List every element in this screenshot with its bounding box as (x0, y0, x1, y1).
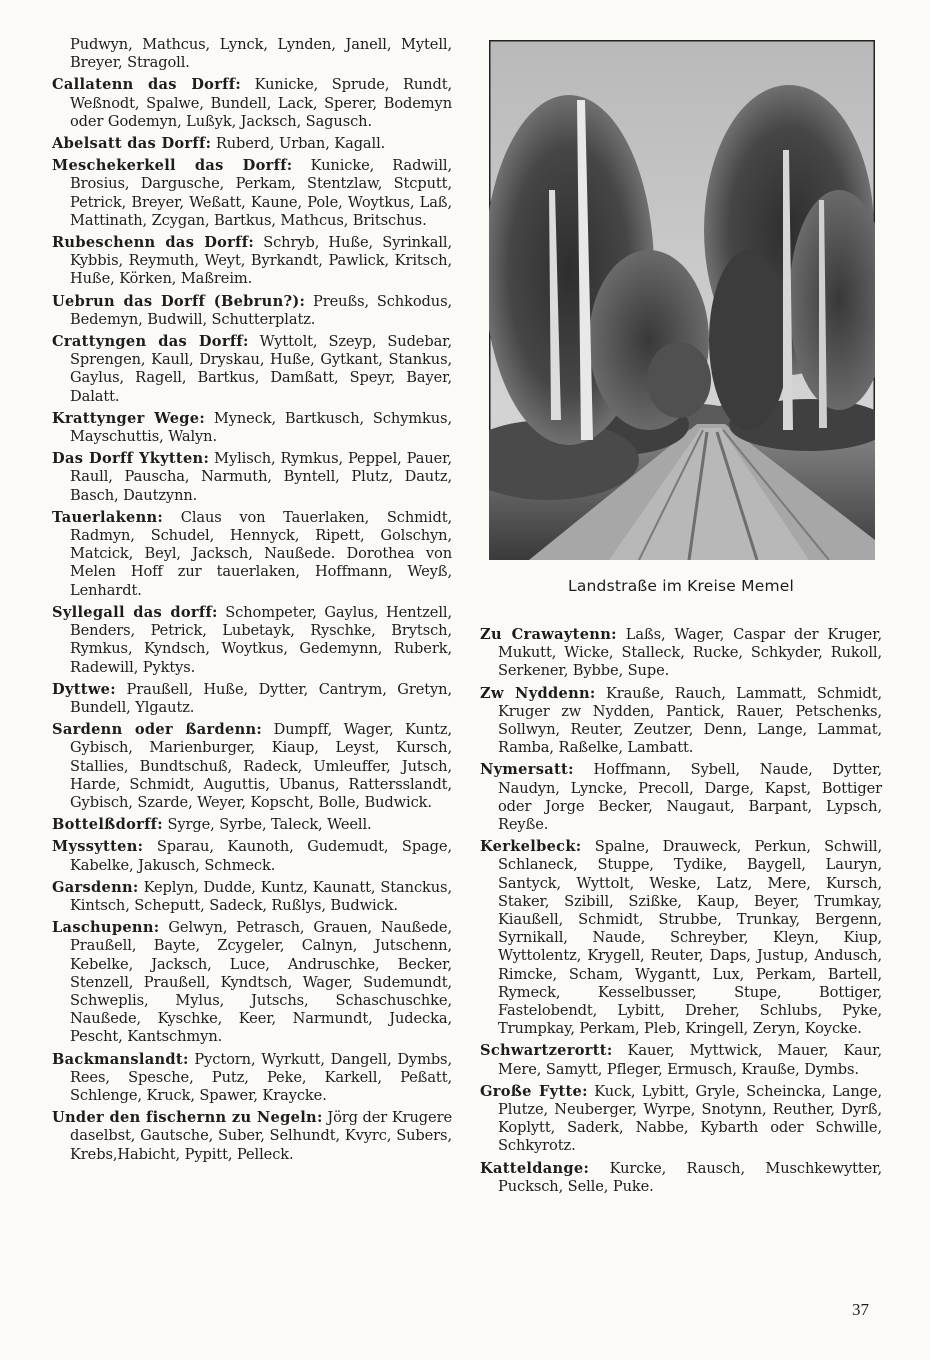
village-entry (52, 234, 452, 289)
village-entry (52, 879, 452, 915)
resident-names: Krauße, Rauch, Lammatt, Schmidt, Kruger zw Nydden, Pantick, Rauer, Petschenks, Sollwyn, Reuter, Zeutzer, Denn, Lange, Lammat, Ramba, Raßelke, Lambatt. (498, 684, 882, 757)
resident-names: Kunicke, Sprude, Rundt, Weßnodt, Spalwe, Bundell, Lack, Sperer, Bodemyn oder Godemyn, Lußyk, Jacksch, Sagusch. (70, 76, 453, 130)
village-name: Das Dorff Ykytten: (52, 450, 210, 468)
continuation-text: Pudwyn, Mathcus, Lynck, Lynden, Janell, Mytell, Breyer, Stragoll. (70, 36, 452, 72)
left-column (52, 36, 452, 1168)
village-name: Meschekerkell das Dorff: (52, 157, 293, 175)
village-entry (480, 761, 882, 834)
resident-names: Ruberd, Urban, Kagall. (215, 135, 386, 153)
resident-names: Syrge, Syrbe, Taleck, Weell. (167, 816, 372, 834)
village-name: Schwartzerortt: (480, 1042, 613, 1060)
resident-names: Hoffmann, Sybell, Naude, Dytter, Naudyn, Lyncke, Precoll, Darge, Kapst, Bottiger oder Jorge Becker, Naugaut, Barpant, Lypsch, Reyße. (498, 761, 882, 834)
village-name: Tauerlakenn: (52, 508, 164, 526)
resident-names: Kurcke, Rausch, Muschkewytter, Pucksch, Selle, Puke. (498, 1159, 882, 1195)
right-column (480, 626, 882, 1200)
village-name: Callatenn das Dorff: (52, 76, 242, 94)
resident-names: Sparau, Kaunoth, Gudemudt, Spage, Kabelke, Jakusch, Schmeck. (70, 838, 452, 874)
village-name: Laschupenn: (52, 919, 160, 937)
resident-names: Mylisch, Rymkus, Peppel, Pauer, Raull, Pauscha, Narmuth, Byntell, Plutz, Dautz, Basch, Dautzynn. (70, 450, 452, 504)
village-name: Bottelßdorff: (52, 816, 163, 834)
village-name: Crattyngen das Dorff: (52, 333, 249, 351)
village-name: Abelsatt das Dorff: (52, 135, 212, 153)
resident-names: Schompeter, Gaylus, Hentzell, Benders, Petrick, Lubetayk, Ryschke, Brytsch, Rymkus, Kyndsch, Woytkus, Gedemynn, Ruberk, Radewill, Pyktys. (70, 603, 452, 676)
village-entry (52, 1051, 452, 1106)
village-name: Rubeschenn das Dorff: (52, 234, 255, 252)
village-name: Große Fytte: (480, 1082, 588, 1100)
village-entry (52, 410, 452, 446)
village-entry (52, 135, 452, 153)
resident-names: Kauer, Myttwick, Mauer, Kaur, Mere, Samytt, Pfleger, Ermusch, Krauße, Dymbs. (498, 1042, 882, 1078)
village-name: Sardenn oder ßardenn: (52, 721, 263, 739)
village-entry (52, 721, 452, 812)
village-entry (480, 1160, 882, 1196)
resident-names: Schryb, Huße, Syrinkall, Kybbis, Reymuth, Weyt, Byrkandt, Pawlick, Kritsch, Huße, Körken, Maßreim. (70, 234, 453, 288)
road-photo (489, 40, 875, 560)
resident-names: Jörg der Krugere daselbst, Gautsche, Suber, Selhundt, Kvyrc, Subers, Krebs,Habicht, Pypitt, Pelleck. (70, 1109, 452, 1163)
village-entry (480, 1083, 882, 1156)
resident-names: Wyttolt, Szeyp, Sudebar, Sprengen, Kaull, Dryskau, Huße, Gytkant, Stankus, Gaylus, Ragell, Bartkus, Damßatt, Speyr, Bayer, Dalatt. (70, 333, 452, 405)
village-entry (52, 919, 452, 1046)
village-name: Under den fischernn zu Negeln: (52, 1109, 323, 1127)
resident-names: Dumpff, Wager, Kuntz, Gybisch, Marienburger, Kiaup, Leyst, Kursch, Stallies, Bundtschuß, Radeck, Umleuffer, Jutsch, Harde, Schmidt, Auguttis, Ubanus, Rattersslandt, Gybisch, Szarde, Weyer, Kopscht, Bolle, Budwick. (70, 721, 453, 811)
resident-names: Pyctorn, Wyrkutt, Dangell, Dymbs, Rees, Spesche, Putz, Peke, Karkell, Peßatt, Schlenge, Kruck, Spawer, Kraycke. (70, 1050, 452, 1104)
page-number: 37 (852, 1300, 869, 1319)
village-entry (52, 1109, 452, 1164)
village-entry (52, 333, 452, 406)
road-photo-image (489, 40, 875, 560)
village-entry (52, 604, 452, 677)
resident-names: Claus von Tauerlaken, Schmidt, Radmyn, Schudel, Hennyck, Ripett, Golschyn, Matcick, Beyl, Jacksch, Naußede. Dorothea von Melen Hoff zur tauerlaken, Hoffmann, Weyß, Lenhardt. (70, 508, 452, 599)
village-entry (480, 838, 882, 1038)
left-entry-list (52, 76, 452, 1163)
resident-names: Kunicke, Radwill, Brosius, Dargusche, Perkam, Stentzlaw, Stcputt, Petrick, Breyer, Weßatt, Kaune, Pole, Woytkus, Laß, Mattinath, Zcygan, Bartkus, Mathcus, Britschus. (70, 157, 452, 229)
village-name: Dyttwe: (52, 680, 116, 698)
right-entry-list (480, 626, 882, 1196)
village-entry (480, 685, 882, 758)
village-entry (52, 816, 452, 834)
village-entry (52, 293, 452, 329)
village-entry (52, 509, 452, 600)
resident-names: Preußs, Schkodus, Bedemyn, Budwill, Schutterplatz. (70, 292, 452, 328)
village-name: Kerkelbeck: (480, 838, 582, 856)
resident-names: Laßs, Wager, Caspar der Kruger, Mukutt, Wicke, Stalleck, Rucke, Schkyder, Rukoll, Serkener, Bybbe, Supe. (498, 626, 883, 680)
village-name: Nymersatt: (480, 761, 574, 779)
village-name: Krattynger Wege: (52, 409, 206, 427)
resident-names: Myneck, Bartkusch, Schymkus, Mayschuttis, Walyn. (70, 409, 452, 446)
village-name: Zu Crawaytenn: (480, 626, 617, 643)
resident-names: Kuck, Lybitt, Gryle, Scheincka, Lange, Plutze, Neuberger, Wyrpe, Snotynn, Reuther, Dyrß, Koplytt, Saderk, Nabbe, Kybarth oder Schwille, Schkyrotz. (498, 1082, 882, 1155)
village-entry (52, 681, 452, 717)
village-name: Zw Nyddenn: (480, 684, 596, 702)
resident-names: Spalne, Drauweck, Perkun, Schwill, Schlaneck, Stuppe, Tydike, Baygell, Lauryn, Santyck, Wyttolt, Weske, Latz, Mere, Kursch, Staker, Szibill, Szißke, Kaup, Beyer, Trumkay, Kiaußell, Schmidt, Strubbe, Trunkay, Bergenn, Syrnikall, Naude, Schreyber, Kleyn, Kiup, Wyttolentz, Krygell, Reuter, Daps, Justup, Andusch, Rimcke, Scham, Wygantt, Lux, Perkam, Bartell, Rymeck, Kesselbusser, Stupe, Bottiger, Fastelobendt, Lybitt, Dreher, Schlubs, Pyke, Trumpkay, Perkam, Pleb, Kringell, Zeryn, Koycke. (498, 838, 882, 1038)
village-entry (52, 157, 452, 230)
village-entry (52, 838, 452, 874)
village-entry (480, 1042, 882, 1078)
village-entry (52, 76, 452, 131)
village-name: Myssytten: (52, 838, 144, 856)
photo-caption: Landstraße im Kreise Memel (567, 577, 794, 595)
resident-names: Gelwyn, Petrasch, Grauen, Naußede, Praußell, Bayte, Zcygeler, Calnyn, Jutschenn, Kebelke, Jacksch, Luce, Andruschke, Becker, Stenzell, Praußell, Kyndtsch, Wager, Sudemundt, Schweplis, Mylus, Jutschs, Schaschuschke, Naußede, Kyschke, Keer, Narmundt, Judecka, Pescht, Kantschmyn. (70, 919, 452, 1046)
village-name: Uebrun das Dorff (Bebrun?): (52, 292, 306, 310)
resident-names: Keplyn, Dudde, Kuntz, Kaunatt, Stanckus, Kintsch, Scheputt, Sadeck, Rußlys, Budwick. (70, 878, 452, 914)
village-entry (52, 450, 452, 505)
village-name: Backmanslandt: (52, 1050, 189, 1068)
village-name: Garsdenn: (52, 878, 139, 896)
village-name: Syllegall das dorff: (52, 603, 218, 621)
village-name: Katteldange: (480, 1159, 590, 1177)
resident-names: Praußell, Huße, Dytter, Cantrym, Gretyn, Bundell, Ylgautz. (70, 680, 453, 716)
village-entry (480, 626, 882, 681)
